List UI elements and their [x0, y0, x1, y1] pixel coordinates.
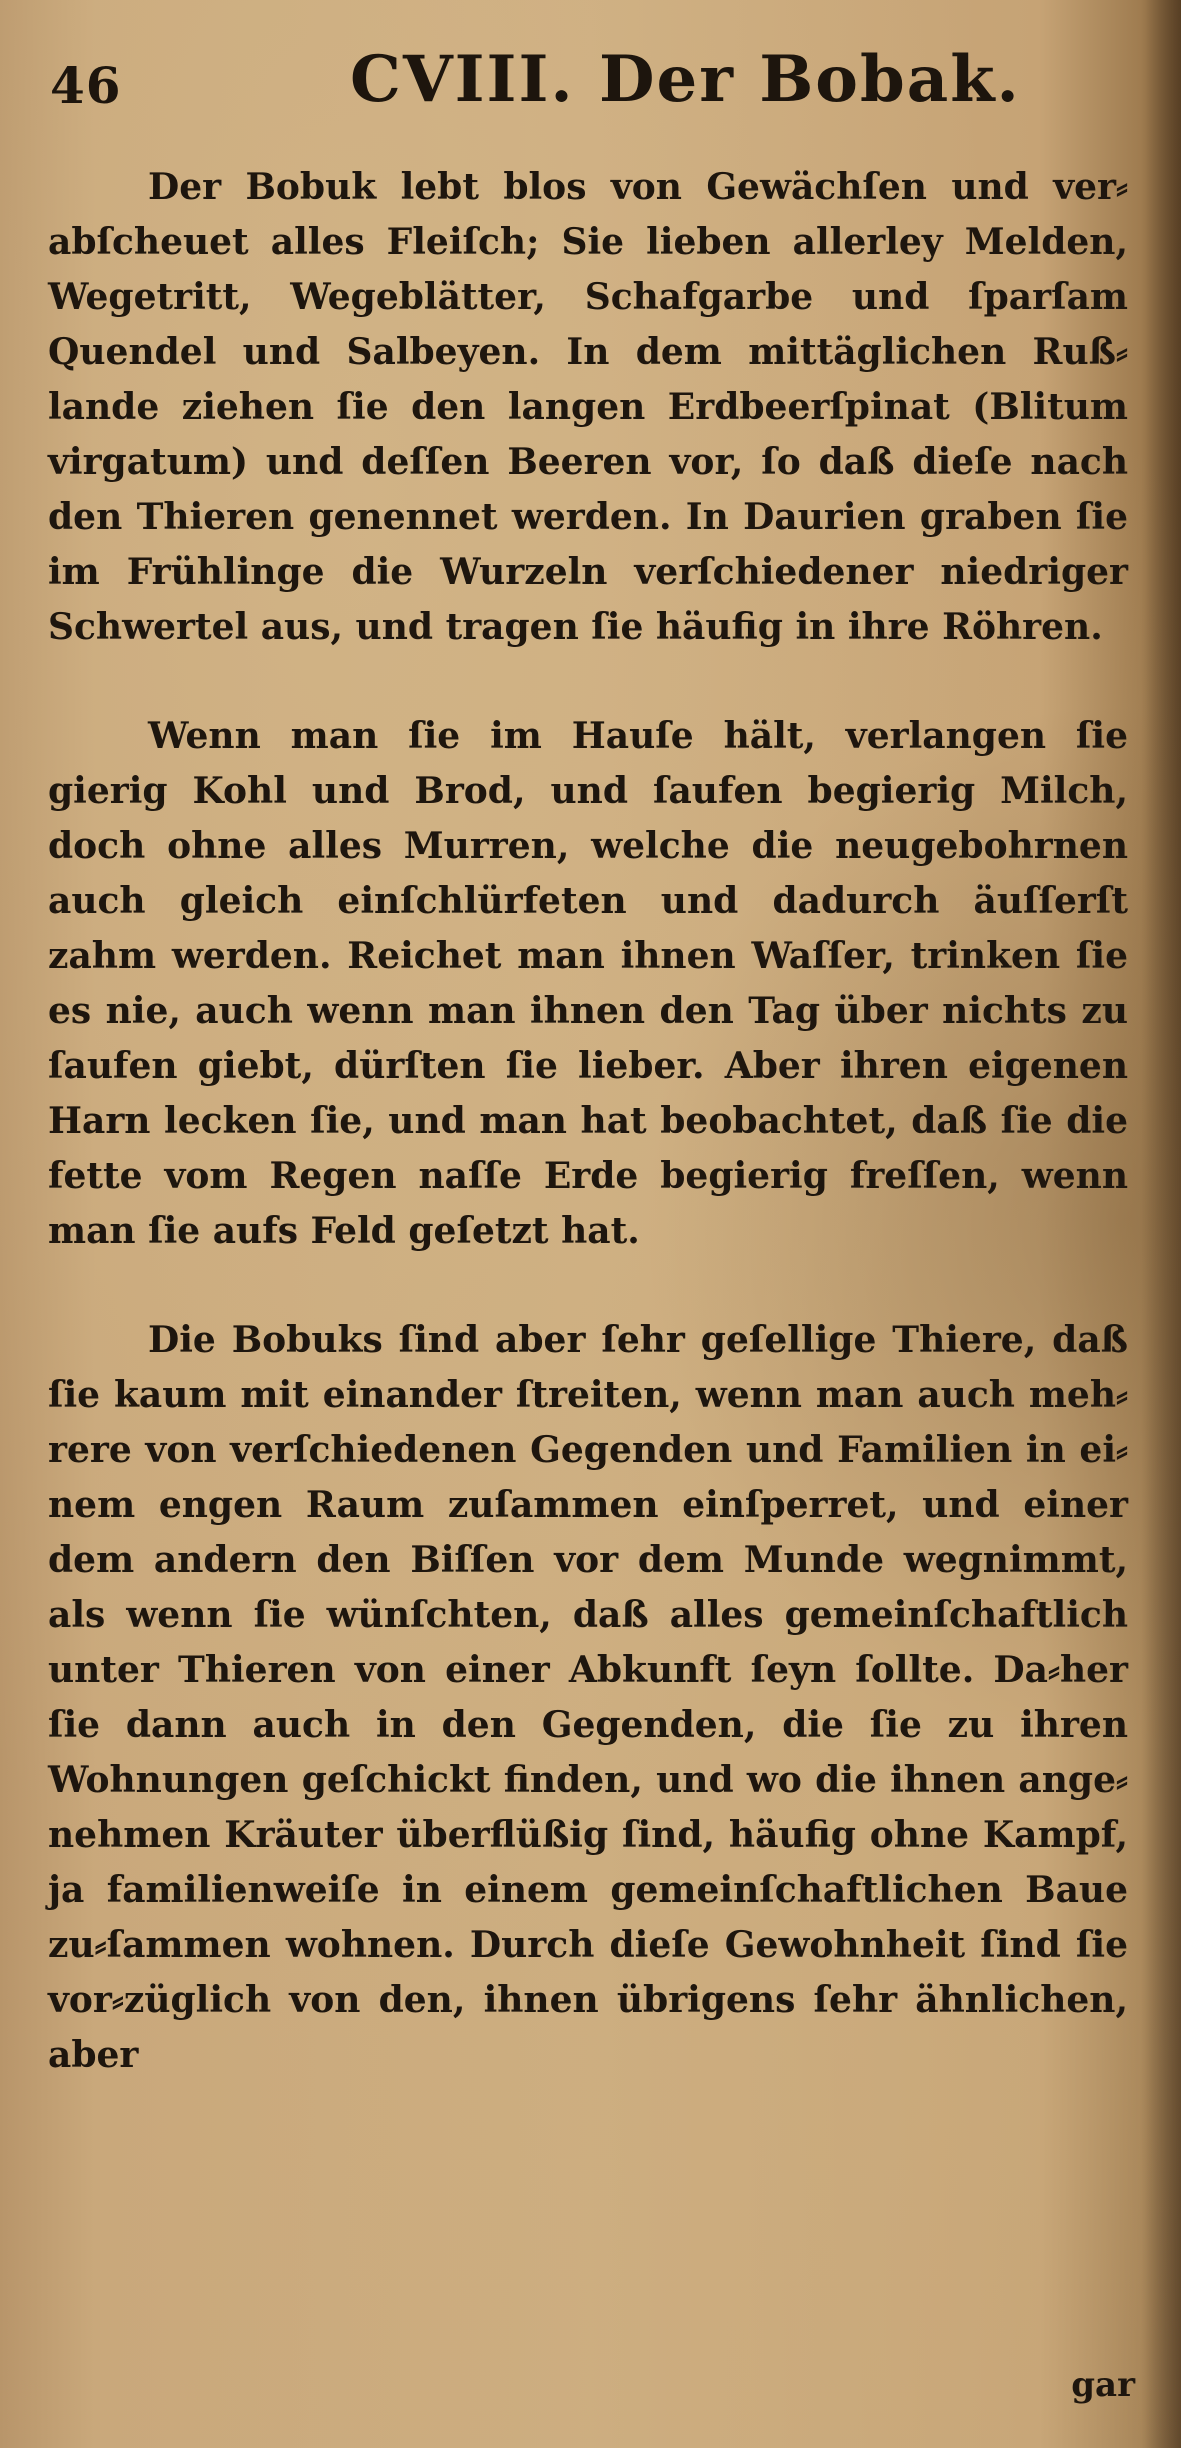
- paragraph-captivity: Wenn man ſie im Hauſe hält, verlangen ſie gierig Kohl und Brod, und ſaufen begierig Milch, doch ohne alles Murren, welche die neugebohrnen auch gleich einſchlürfeten und dadurch äuſſerſt zahm werden. Reichet man ihnen Waſſer, trinken ſie es nie, auch wenn man ihnen den Tag über nichts zu ſaufen giebt, dürſten ſie lieber. Aber ihren eigenen Harn lecken ſie, und man hat beobachtet, daß ſie die fette vom Regen naſſe Erde begierig freſſen, wenn man ſie aufs Feld geſetzt hat.: [48, 715, 1128, 1252]
- page-header: [50, 38, 1130, 128]
- paragraph-diet: Der Bobuk lebt blos von Gewächſen und ver⸗abſcheuet alles Fleiſch; Sie lieben allerley Melden, Wegetritt, Wegeblätter, Schafgarbe und ſparſam Quendel und Salbeyen. In dem mittäglichen Ruß⸗lande ziehen ſie den langen Erdbeerſpinat (Blitum virgatum) und deſſen Beeren vor, ſo daß dieſe nach den Thieren genennet werden. In Daurien graben ſie im Frühlinge die Wurzeln verſchiedener niedriger Schwertel aus, und tragen ſie häufig in ihre Röhren.: [48, 166, 1128, 648]
- paragraph-social: Die Bobuks ſind aber ſehr geſellige Thiere, daß ſie kaum mit einander ſtreiten, wenn man auch meh⸗rere von verſchiedenen Gegenden und Familien in ei⸗nem engen Raum zuſammen einſperret, und einer dem andern den Biſſen vor dem Munde wegnimmt, als wenn ſie wünſchten, daß alles gemeinſchaftlich unter Thieren von einer Abkunft ſeyn ſollte. Da⸗her ſie dann auch in den Gegenden, die ſie zu ihren Wohnungen geſchickt finden, und wo die ihnen ange⸗nehmen Kräuter überflüßig ſind, häufig ohne Kampf, ja familienweiſe in einem gemeinſchaftlichen Baue zu⸗ſammen wohnen. Durch dieſe Gewohnheit ſind ſie vor⸗züglich von den, ihnen übrigens ſehr ähnlichen, aber: [48, 1319, 1128, 2076]
- running-title: CVIII. Der Bobak.: [350, 42, 1021, 117]
- page-number: 46: [50, 56, 122, 115]
- body-text: [48, 160, 1128, 2137]
- catchword: gar: [1071, 2365, 1135, 2405]
